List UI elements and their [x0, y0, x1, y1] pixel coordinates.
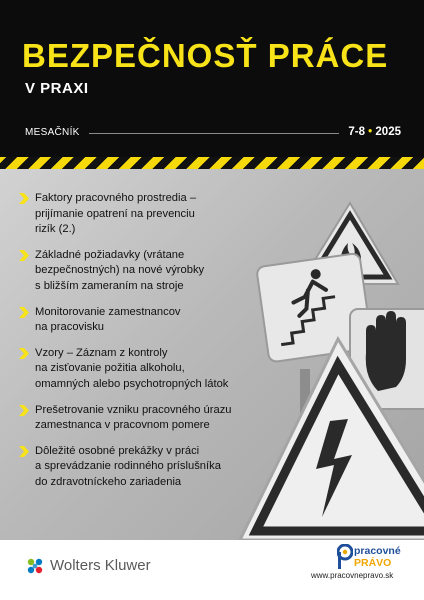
pracovne-pravo-mark-icon: [337, 544, 353, 570]
frequency-label: MESAČNÍK: [25, 127, 80, 138]
toc-item[interactable]: [18, 305, 248, 336]
publisher-name: Wolters Kluwer: [50, 557, 151, 574]
table-of-contents: [18, 191, 248, 501]
toc-item-label: Základné požiadavky (vrátane bezpečnostných) na nové výrobky s bližším zameraním na stroje: [35, 248, 205, 292]
brand-line-1: pracovné: [354, 545, 401, 557]
wolters-kluwer-logo-icon: [25, 556, 45, 576]
toc-item-label: Faktory pracovného prostredia – prijímanie opatrení na prevenciu rizík (2.): [35, 192, 197, 236]
website-url[interactable]: www.pracovnepravo.sk: [311, 571, 394, 580]
toc-item[interactable]: [18, 191, 248, 238]
cover-header: [0, 0, 424, 157]
hazard-stripe-band: [0, 157, 424, 169]
issue-meta-row: [25, 127, 401, 141]
brand-line-2: PRÁVO: [354, 557, 392, 569]
cover-content-area: [0, 169, 424, 540]
toc-item-label: Dôležité osobné prekážky v práci a sprevádzanie rodinného príslušníka do zdravotníckeho zariadenia: [35, 444, 221, 488]
chevron-right-icon: [18, 250, 29, 261]
issue-dot: •: [368, 126, 373, 138]
chevron-right-icon: [18, 405, 29, 416]
issue-year: 2025: [375, 126, 401, 138]
toc-item-label: Prešetrovanie vzniku pracovného úrazu zamestnanca v pracovnom pomere: [35, 403, 232, 432]
magazine-title: BEZPEČNOSŤ PRÁCE: [22, 37, 389, 74]
chevron-right-icon: [18, 307, 29, 318]
toc-item[interactable]: [18, 248, 248, 295]
toc-item[interactable]: [18, 444, 248, 491]
meta-divider: [89, 133, 339, 134]
toc-item[interactable]: [18, 346, 248, 393]
chevron-right-icon: [18, 348, 29, 359]
pracovne-pravo-logo: [337, 544, 401, 572]
issue-months: 7-8: [348, 126, 365, 138]
issue-number: [348, 126, 401, 138]
magazine-subtitle: V PRAXI: [25, 80, 89, 97]
toc-item[interactable]: [18, 403, 248, 434]
chevron-right-icon: [18, 193, 29, 204]
chevron-right-icon: [18, 446, 29, 457]
toc-item-label: Monitorovanie zamestnancov na pracovisku: [35, 305, 181, 334]
toc-item-label: Vzory – Záznam z kontroly na zisťovanie požitia alkoholu, omamných alebo psychotropných látok: [35, 346, 229, 390]
